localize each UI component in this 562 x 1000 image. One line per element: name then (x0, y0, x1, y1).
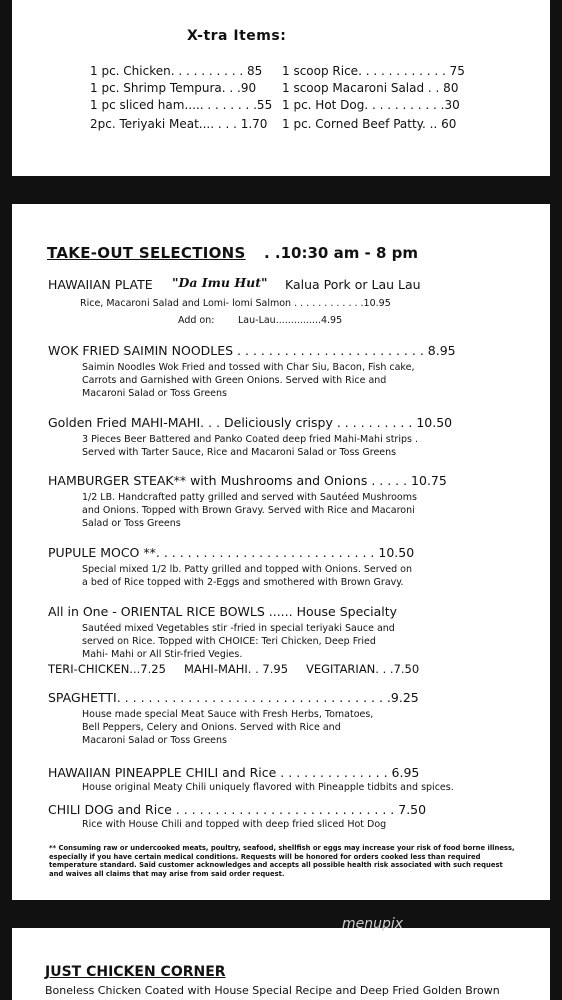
chicken-corner-panel (12, 916, 550, 1000)
mahi-desc: 3 Pieces Beer Battered and Panko Coated deep fried Mahi-Mahi strips . (82, 434, 418, 445)
pupule-line: PUPULE MOCO **. . . . . . . . . . . . . . . . . . . . . . . . . . . . 10.50 (48, 545, 415, 560)
spaghetti-desc: Bell Peppers, Celery and Onions. Served with Rice and (82, 722, 341, 733)
hawaiian-plate-name: HAWAIIAN PLATE (48, 277, 153, 292)
saimin-desc: Carrots and Garnished with Green Onions. Served with Rice and (82, 375, 387, 386)
xtra-item: 1 scoop Macaroni Salad . . 80 (282, 81, 459, 95)
hamburger-line: HAMBURGER STEAK** with Mushrooms and Onions . . . . . 10.75 (48, 473, 447, 488)
addon-item: Lau-Lau...............4.95 (238, 315, 343, 326)
xtra-item: 1 pc. Shrimp Tempura. . .90 (90, 81, 257, 95)
watermark: menupix (342, 916, 404, 932)
allinone-desc: served on Rice. Topped with CHOICE: Teri Chicken, Deep Fried (82, 636, 376, 647)
pupule-desc: a bed of Rice topped with 2-Eggs and smothered with Brown Gravy. (82, 577, 404, 588)
hamburger-desc: 1/2 LB. Handcrafted patty grilled and served with Sautéed Mushrooms (82, 492, 417, 503)
hawaiian-plate-desc: Rice, Macaroni Salad and Lomi- lomi Salmon . . . . . . . . . . . .10.95 (80, 298, 391, 309)
chicken-corner-title: JUST CHICKEN CORNER (45, 964, 226, 980)
mahi-line: Golden Fried MAHI-MAHI. . . Deliciously crispy . . . . . . . . . . 10.50 (48, 415, 453, 430)
saimin-line: WOK FRIED SAIMIN NOODLES . . . . . . . . . . . . . . . . . . . . . . . . 8.95 (48, 343, 456, 358)
pupule-desc: Special mixed 1/2 lb. Patty grilled and topped with Onions. Served on (82, 564, 412, 575)
xtra-item: 1 scoop Rice. . . . . . . . . . . . 75 (282, 64, 465, 78)
spaghetti-desc: Macaroni Salad or Toss Greens (82, 735, 227, 746)
mahi-desc: Served with Tarter Sauce, Rice and Macaroni Salad or Toss Greens (82, 447, 397, 458)
takeout-panel (12, 204, 550, 900)
spaghetti-desc: House made special Meat Sauce with Fresh Herbs, Tomatoes, (82, 709, 374, 720)
allinone-line: All in One - ORIENTAL RICE BOWLS ...... House Specialty (48, 604, 398, 619)
addon-label: Add on: (178, 315, 215, 326)
chili-desc: House original Meaty Chili uniquely flavored with Pineapple tidbits and spices. (82, 782, 454, 793)
allinone-desc: Mahi- Mahi or All Stir-fried Vegies. (82, 649, 243, 660)
saimin-desc: Macaroni Salad or Toss Greens (82, 388, 227, 399)
takeout-title: TAKE-OUT SELECTIONS (47, 244, 246, 262)
allinone-price: VEGITARIAN. . .7.50 (306, 662, 420, 676)
xtra-item: 1 pc. Hot Dog. . . . . . . . . . .30 (282, 98, 460, 112)
chicken-corner-desc: Boneless Chicken Coated with House Special Recipe and Deep Fried Golden Brown (45, 984, 500, 997)
health-disclaimer: ** Consuming raw or undercooked meats, poultry, seafood, shellfish or eggs may increase your risk of food borne illness, especially if you have certain medical conditions. Requests will be honored for orders cooked less than required temperature standard. Said customer acknowledges and accepts all possible health risk associated with such request and waives all claims that may arise from said order request. (49, 844, 515, 878)
chili-line: HAWAIIAN PINEAPPLE CHILI and Rice . . . . . . . . . . . . . . 6.95 (48, 765, 420, 780)
spaghetti-line: SPAGHETTI. . . . . . . . . . . . . . . . . . . . . . . . . . . . . . . . . . .9.25 (48, 690, 419, 705)
xtra-items-panel (12, 0, 550, 176)
hamburger-desc: Salad or Toss Greens (82, 518, 181, 529)
chilidog-desc: Rice with House Chili and topped with deep fried sliced Hot Dog (82, 819, 387, 830)
allinone-desc: Sautéed mixed Vegetables stir -fried in special teriyaki Sauce and (82, 623, 395, 634)
hamburger-desc: and Onions. Topped with Brown Gravy. Served with Rice and Macaroni (82, 505, 415, 516)
saimin-desc: Saimin Noodles Wok Fried and tossed with Char Siu, Bacon, Fish cake, (82, 362, 415, 373)
allinone-price: TERI-CHICKEN...7.25 (48, 662, 166, 676)
takeout-hours: . .10:30 am - 8 pm (264, 244, 419, 262)
xtra-item: 1 pc. Corned Beef Patty. .. 60 (282, 117, 457, 131)
xtra-item: 2pc. Teriyaki Meat.... . . . 1.70 (90, 117, 268, 131)
xtra-items-title: X-tra Items: (187, 28, 287, 44)
allinone-price: MAHI-MAHI. . 7.95 (184, 662, 289, 676)
xtra-item: 1 pc. Chicken. . . . . . . . . . 85 (90, 64, 263, 78)
hawaiian-plate-tag: "Da Imu Hut" (172, 275, 268, 290)
hawaiian-plate-options: Kalua Pork or Lau Lau (285, 277, 421, 292)
chilidog-line: CHILI DOG and Rice . . . . . . . . . . . . . . . . . . . . . . . . . . . . 7.50 (48, 802, 427, 817)
xtra-item: 1 pc sliced ham..... . . . . . . .55 (90, 98, 273, 112)
